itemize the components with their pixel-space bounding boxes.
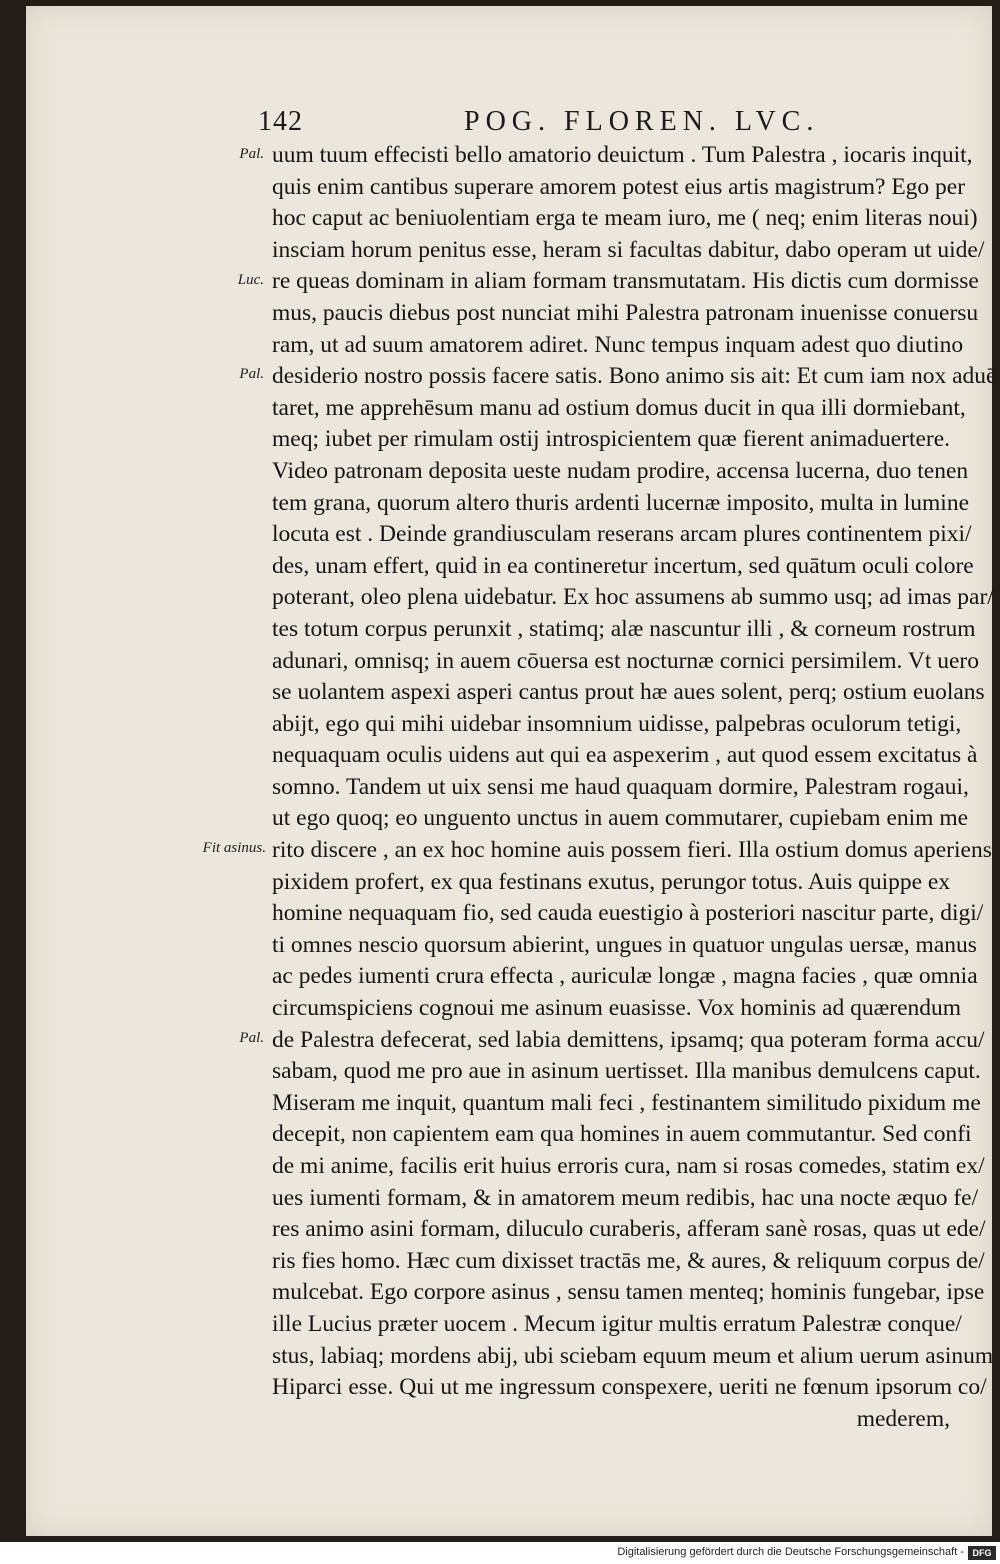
page-number: 142 [258,106,303,137]
text-line: nequaquam oculis uidens aut qui ea aspexerim , aut quod essem excitatus à [272,742,978,769]
text-line: de Palestra defecerat, sed labia demittens, ipsamq; qua poteram forma accu/ [272,1026,985,1053]
text-line: se uolantem aspexi asperi cantus prout hæ aues solent, perq; ostium euolans [272,679,985,706]
text-line: stus, labiaq; mordens abij, ubi sciebam equum meum et alium uerum asinum [272,1342,994,1369]
catchword: mederem, [856,1405,950,1432]
text-line: ille Lucius præter uocem . Mecum igitur multis erratum Palestræ conque/ [272,1310,962,1337]
text-line: mulcebat. Ego corpore asinus , sensu tamen menteq; hominis fungebar, ipse [272,1279,985,1306]
margin-note-pal-2: Pal. [239,366,264,382]
body-text [272,140,997,1435]
text-line: de mi anime, facilis erit huius erroris cura, nam si rosas comedes, statim ex/ [272,1153,985,1179]
text-line: ris fies homo. Hæc cum dixisset tractās me, & aures, & reliquum corpus de/ [272,1247,985,1274]
text-line: des, unam effert, quid in ea contineretur incertum, sed quātum oculi colore [272,552,974,579]
running-title: POG. FLOREN. LVC. [464,106,820,137]
text-line: circumspiciens cognoui me asinum euasisse. Vox hominis ad quærendum [272,995,962,1022]
margin-note-luc: Luc. [237,272,264,288]
text-line: adunari, omnisq; in auem cōuersa est nocturnæ cornici persimilem. Vt uero [272,647,979,674]
text-line: tes totum corpus perunxit , statimq; alæ nascuntur illi , & corneum rostrum [272,615,976,642]
margin-note-pal-3: Pal. [239,1030,264,1046]
text-line: meq; iubet per rimulam ostij introspicientem quæ fierent animaduertere. [272,426,951,453]
text-line: poterant, oleo plena uidebatur. Ex hoc assumens ab summo usq; ad imas par/ [272,584,994,611]
text-line: ac pedes iumenti crura effecta , auriculæ longæ , magna facies , quæ omnia [272,963,978,990]
text-line: ti omnes nescio quorsum abierint, ungues in quatuor ungulas uersæ, manus [272,931,977,958]
dfg-logo-icon: DFG [968,1546,996,1560]
text-line: desiderio nostro possis facere satis. Bono animo sis ait: Et cum iam nox aduē [272,363,997,390]
funding-credit: Digitalisierung gefördert durch die Deutsche Forschungsgemeinschaft - [617,1546,964,1558]
text-line: mus, paucis diebus post nunciat mihi Palestra patronam inuenisse conuersu [272,299,979,326]
text-line: abijt, ego qui mihi uidebar insomnium uidisse, palpebras oculorum tetigi, [272,710,962,737]
text-line: res animo asini formam, diluculo curaberis, afferam sanè rosas, quas ut ede/ [272,1216,986,1243]
footer-bar [0,1542,1000,1564]
text-line: homine nequaquam fio, sed cauda euestigio à posteriori nascitur parte, digi/ [272,900,984,927]
text-line: re queas dominam in aliam formam transmutatam. His dictis cum dormisse [272,268,979,295]
text-line: hoc caput ac beniuolentiam erga te meam iuro, me ( neq; enim literas noui) [272,205,978,232]
text-line: insciam horum penitus esse, heram si facultas dabitur, dabo operam ut uide/ [272,236,985,263]
text-line: somno. Tandem ut uix sensi me haud quaquam dormire, Palestram rogaui, [272,773,969,800]
text-line: sabam, quod me pro aue in asinum uertisset. Illa manibus demulcens caput. [272,1058,981,1085]
text-line: uum tuum effecisti bello amatorio deuictum . Tum Palestra , iocaris inquit, [272,142,973,168]
text-line: quis enim cantibus superare amorem potest eius artis magistrum? Ego per [272,173,966,200]
text-line: ram, ut ad suum amatorem adiret. Nunc tempus inquam adest quo diutino [272,331,964,358]
text-line: locuta est . Deinde grandiusculam reserans arcam plures continentem pixi/ [272,521,972,548]
text-line: tem grana, quorum altero thuris ardenti lucernæ imposito, multa in lumine [272,489,970,516]
text-line: pixidem profert, ex qua festinans exutus, perungor totus. Auis quippe ex [272,868,951,895]
page-header [226,106,986,142]
text-line: ues iumenti formam, & in amatorem meum redibis, hac una nocte æquo fe/ [272,1184,979,1211]
text-line: rito discere , an ex hoc homine auis possem fieri. Illa ostium domus aperiens [272,837,992,864]
margin-note-fit-asinus: Fit asinus. [202,840,266,856]
text-line: Miseram me inquit, quantum mali feci , festinantem similitudo pixidum me [272,1089,981,1116]
text-line: decepit, non capientem eam qua homines in auem commutantur. Sed confi [272,1121,972,1148]
text-line: ut ego quoq; eo unguento unctus in auem commutarer, cupiebam enim me [272,805,969,832]
text-line: Hiparci esse. Qui ut me ingressum conspexere, ueriti ne fœnum ipsorum co/ [272,1374,987,1401]
margin-note-pal-1: Pal. [239,146,264,162]
text-line: Video patronam deposita ueste nudam prodire, accensa lucerna, duo tenen [272,457,969,484]
text-line: taret, me apprehēsum manu ad ostium domus ducit in qua illi dormiebant, [272,394,966,421]
